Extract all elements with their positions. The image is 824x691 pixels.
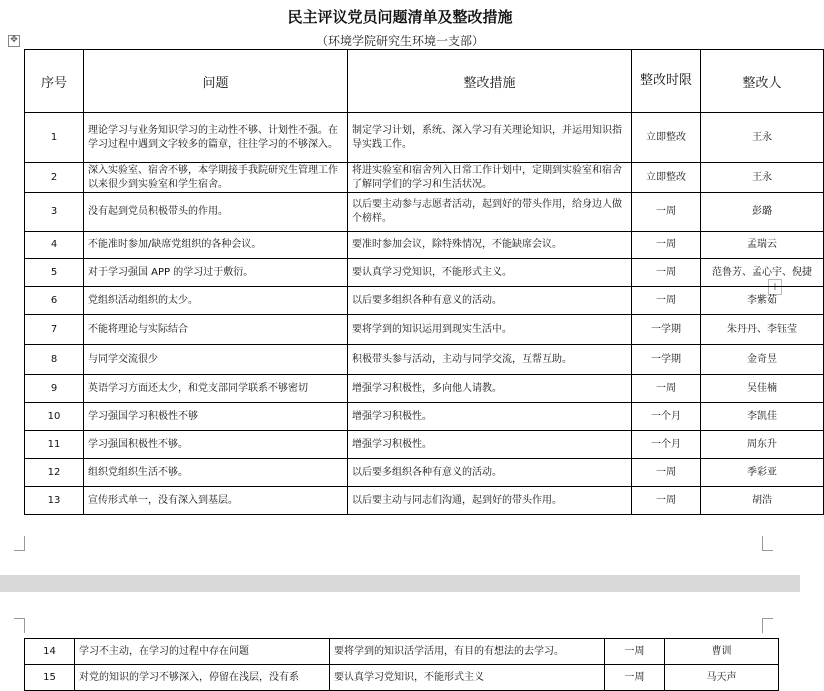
cell-no[interactable]: 5 — [25, 259, 84, 287]
cell-no[interactable]: 14 — [25, 639, 75, 665]
page-corner-mark — [14, 618, 25, 633]
cell-measure[interactable]: 要将学到的知识活学活用，有目的有想法的去学习。 — [330, 639, 605, 665]
cell-person[interactable]: 金奇昱 — [701, 345, 824, 375]
rectification-table — [24, 49, 824, 515]
cell-time[interactable]: 立即整改 — [632, 113, 701, 163]
table-row — [25, 232, 824, 259]
table-row — [25, 431, 824, 459]
table-row — [25, 345, 824, 375]
cell-measure[interactable]: 要将学到的知识运用到现实生活中。 — [348, 315, 632, 345]
cell-time[interactable]: 一周 — [632, 375, 701, 403]
cell-no[interactable]: 15 — [25, 665, 75, 691]
cell-issue[interactable]: 英语学习方面还太少，和党支部同学联系不够密切 — [84, 375, 348, 403]
cell-person[interactable]: 马天声 — [665, 665, 779, 691]
cell-issue[interactable]: 宣传形式单一，没有深入到基层。 — [84, 487, 348, 515]
cell-time[interactable]: 一个月 — [632, 403, 701, 431]
table-row — [25, 375, 824, 403]
header-issue: 问题 — [84, 50, 348, 113]
cell-issue[interactable]: 不能将理论与实际结合 — [84, 315, 348, 345]
cell-person[interactable]: 彭璐 — [701, 193, 824, 232]
cell-measure[interactable]: 以后要主动与同志们沟通，起到好的带头作用。 — [348, 487, 632, 515]
table-move-icon[interactable]: ✥ — [8, 35, 20, 47]
cell-no[interactable]: 11 — [25, 431, 84, 459]
cell-person[interactable]: 胡浩 — [701, 487, 824, 515]
table-row — [25, 193, 824, 232]
table-row — [25, 163, 824, 193]
cell-time[interactable]: 一周 — [632, 287, 701, 315]
header-time: 整改时限 — [632, 50, 701, 113]
table-row — [25, 403, 824, 431]
cell-issue[interactable]: 深入实验室、宿舍不够，本学期接手我院研究生管理工作以来很少到实验室和学生宿舍。 — [84, 163, 348, 193]
cell-issue[interactable]: 学习不主动，在学习的过程中存在问题 — [75, 639, 330, 665]
cell-issue[interactable]: 没有起到党员积极带头的作用。 — [84, 193, 348, 232]
cell-person[interactable]: 李紫茹 — [701, 287, 824, 315]
add-column-icon[interactable]: + — [768, 279, 782, 295]
cell-time[interactable]: 一周 — [632, 232, 701, 259]
cell-person[interactable]: 吴佳楠 — [701, 375, 824, 403]
cell-time[interactable]: 一周 — [632, 259, 701, 287]
table-row — [25, 315, 824, 345]
cell-measure[interactable]: 要认真学习党知识，不能形式主义。 — [348, 259, 632, 287]
rectification-table-continued — [24, 638, 779, 691]
cell-issue[interactable]: 学习强国学习积极性不够 — [84, 403, 348, 431]
cell-person[interactable]: 孟瑞云 — [701, 232, 824, 259]
table-row — [25, 487, 824, 515]
cell-measure[interactable]: 增强学习积极性。 — [348, 403, 632, 431]
cell-measure[interactable]: 要认真学习党知识，不能形式主义 — [330, 665, 605, 691]
table-row — [25, 639, 779, 665]
cell-time[interactable]: 一学期 — [632, 345, 701, 375]
header-no: 序号 — [25, 50, 84, 113]
cell-time[interactable]: 一周 — [605, 665, 665, 691]
cell-no[interactable]: 9 — [25, 375, 84, 403]
table-header-row — [25, 50, 824, 113]
cell-issue[interactable]: 对于学习强国 APP 的学习过于敷衍。 — [84, 259, 348, 287]
cell-issue[interactable]: 不能准时参加/缺席党组织的各种会议。 — [84, 232, 348, 259]
cell-person[interactable]: 周东升 — [701, 431, 824, 459]
cell-issue[interactable]: 组织党组织生活不够。 — [84, 459, 348, 487]
cell-issue[interactable]: 学习强国积极性不够。 — [84, 431, 348, 459]
cell-no[interactable]: 10 — [25, 403, 84, 431]
document-subtitle: （环境学院研究生环境一支部） — [315, 34, 484, 48]
cell-no[interactable]: 12 — [25, 459, 84, 487]
cell-no[interactable]: 3 — [25, 193, 84, 232]
cell-time[interactable]: 一学期 — [632, 315, 701, 345]
cell-measure[interactable]: 增强学习积极性。 — [348, 431, 632, 459]
cell-no[interactable]: 6 — [25, 287, 84, 315]
cell-no[interactable]: 13 — [25, 487, 84, 515]
page-corner-mark — [762, 618, 773, 633]
page-gap — [0, 575, 800, 592]
cell-no[interactable]: 1 — [25, 113, 84, 163]
cell-issue[interactable]: 理论学习与业务知识学习的主动性不够、计划性不强。在学习过程中遇到文字较多的篇章，往往学习的不够深入。 — [84, 113, 348, 163]
cell-no[interactable]: 8 — [25, 345, 84, 375]
cell-measure[interactable]: 将进实验室和宿舍列入日常工作计划中，定期到实验室和宿舍了解同学们的学习和生活状况。 — [348, 163, 632, 193]
cell-measure[interactable]: 增强学习积极性，多向他人请教。 — [348, 375, 632, 403]
header-person: 整改人 — [701, 50, 824, 113]
cell-time[interactable]: 一周 — [605, 639, 665, 665]
cell-issue[interactable]: 党组织活动组织的太少。 — [84, 287, 348, 315]
table-row — [25, 113, 824, 163]
cell-measure[interactable]: 要准时参加会议，除特殊情况，不能缺席会议。 — [348, 232, 632, 259]
cell-person[interactable]: 王永 — [701, 163, 824, 193]
cell-time[interactable]: 一周 — [632, 487, 701, 515]
cell-measure[interactable]: 积极带头参与活动，主动与同学交流，互帮互助。 — [348, 345, 632, 375]
cell-no[interactable]: 4 — [25, 232, 84, 259]
cell-time[interactable]: 一周 — [632, 459, 701, 487]
page-corner-mark — [762, 536, 773, 551]
cell-measure[interactable]: 制定学习计划，系统、深入学习有关理论知识，并运用知识指导实践工作。 — [348, 113, 632, 163]
cell-issue[interactable]: 与同学交流很少 — [84, 345, 348, 375]
cell-person[interactable]: 朱丹丹、李钰莹 — [701, 315, 824, 345]
cell-time[interactable]: 立即整改 — [632, 163, 701, 193]
cell-measure[interactable]: 以后要多组织各种有意义的活动。 — [348, 287, 632, 315]
table-row — [25, 287, 824, 315]
document-title: 民主评议党员问题清单及整改措施 — [287, 8, 513, 26]
cell-person[interactable]: 李凯佳 — [701, 403, 824, 431]
cell-time[interactable]: 一周 — [632, 193, 701, 232]
cell-person[interactable]: 曹训 — [665, 639, 779, 665]
cell-no[interactable]: 7 — [25, 315, 84, 345]
cell-issue[interactable]: 对党的知识的学习不够深入，停留在浅层，没有系 — [75, 665, 330, 691]
table-row — [25, 259, 824, 287]
cell-person[interactable]: 王永 — [701, 113, 824, 163]
cell-measure[interactable]: 以后要主动参与志愿者活动，起到好的带头作用，给身边人做个榜样。 — [348, 193, 632, 232]
table-row — [25, 459, 824, 487]
cell-person[interactable]: 范鲁芳、孟心宇、倪捷 — [701, 259, 824, 287]
cell-time[interactable]: 一个月 — [632, 431, 701, 459]
cell-no[interactable]: 2 — [25, 163, 84, 193]
page-corner-mark — [14, 536, 25, 551]
header-measure: 整改措施 — [348, 50, 632, 113]
table-row — [25, 665, 779, 691]
cell-measure[interactable]: 以后要多组织各种有意义的活动。 — [348, 459, 632, 487]
cell-person[interactable]: 季彩亚 — [701, 459, 824, 487]
